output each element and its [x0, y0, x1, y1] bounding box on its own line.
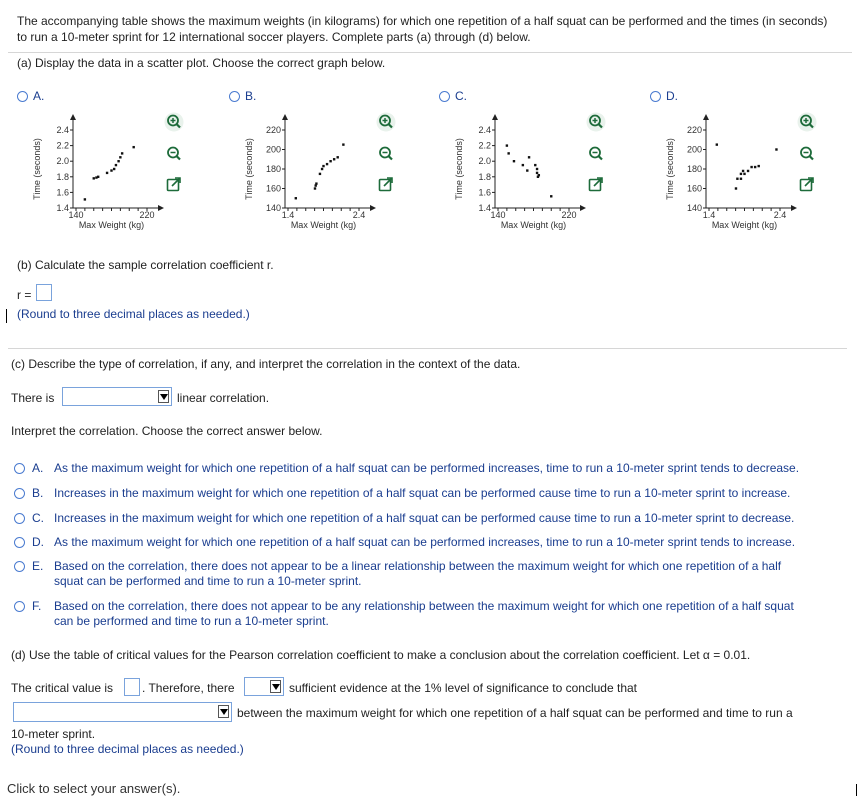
- critical-value-label: The critical value is: [11, 681, 114, 695]
- sufficient-label: sufficient evidence at the 1% level of significance to conclude that: [289, 681, 637, 695]
- part-d-prompt: (d) Use the table of critical values for the Pearson correlation coefficient to make a conclusion about the correlation coefficient. Let α = 0.01.: [11, 648, 751, 662]
- graph-option-letter[interactable]: A.: [33, 89, 45, 103]
- part-b-prompt: (b) Calculate the sample correlation coefficient r.: [17, 258, 274, 272]
- interpretation-radio-c[interactable]: [14, 513, 25, 524]
- x-axis-label: Max Weight (kg): [500, 220, 567, 230]
- y-tick-label: 200: [265, 144, 281, 155]
- y-tick-label: 1.6: [56, 187, 69, 198]
- zoom-in-icon[interactable]: [164, 112, 184, 132]
- y-tick-label: 2.2: [478, 140, 491, 151]
- y-tick-label: 160: [686, 183, 702, 194]
- data-point: [322, 165, 324, 167]
- interpretation-text[interactable]: As the maximum weight for which one repetition of a half squat can be performed increases, time to run a 10-meter sprint tends to increase.: [54, 535, 796, 549]
- y-axis-label: Time (seconds): [244, 138, 254, 200]
- y-axis-label: Time (seconds): [454, 138, 464, 200]
- graph-option-radio-a[interactable]: [17, 91, 28, 102]
- data-point: [106, 172, 108, 174]
- x-tick-label: 140: [68, 210, 84, 220]
- conclusion-dropdown[interactable]: [13, 702, 232, 722]
- x-tick-label: 2.4: [352, 210, 366, 220]
- x-axis-arrow-icon: [580, 205, 586, 211]
- data-point: [775, 148, 777, 150]
- divider: [8, 348, 847, 349]
- part-a-prompt: (a) Display the data in a scatter plot. Choose the correct graph below.: [17, 56, 386, 70]
- data-point: [716, 143, 718, 145]
- y-tick-label: 180: [686, 164, 702, 174]
- interpretation-radio-e[interactable]: [14, 561, 25, 572]
- x-axis-label: Max Weight (kg): [78, 220, 145, 230]
- y-axis-arrow-icon: [492, 114, 498, 120]
- data-point: [735, 187, 737, 189]
- interpretation-radio-f[interactable]: [14, 601, 25, 612]
- therefore-label: . Therefore, there: [142, 681, 235, 695]
- graph-option-radio-c[interactable]: [439, 91, 450, 102]
- data-point: [321, 168, 323, 170]
- data-point: [758, 165, 760, 167]
- between-label: between the maximum weight for which one repetition of a half squat can be performed and time to run a: [237, 706, 793, 720]
- dropdown-arrow-icon: [158, 390, 169, 403]
- data-point: [333, 158, 335, 160]
- interpretation-text-cont[interactable]: can be performed and time to run a 10-meter sprint.: [54, 614, 329, 628]
- graph-option-letter[interactable]: C.: [455, 89, 467, 103]
- y-tick-label: 1.8: [56, 171, 69, 182]
- data-point: [550, 195, 552, 197]
- intro-line-1: The accompanying table shows the maximum weights (in kilograms) for which one repetition of a half squat can be performed and the times (in seconds): [17, 14, 828, 28]
- data-point: [326, 163, 328, 165]
- open-new-window-icon[interactable]: [586, 175, 606, 195]
- data-point: [506, 144, 508, 146]
- part-d-note: (Round to three decimal places as needed.): [11, 742, 244, 756]
- zoom-in-icon[interactable]: [797, 112, 817, 132]
- y-axis-label: Time (seconds): [32, 138, 42, 200]
- intro-line-2: to run a 10-meter sprint for 12 international soccer players. Complete parts (a) through (d) below.: [17, 30, 531, 44]
- dropdown-arrow-icon: [218, 705, 229, 718]
- y-tick-label: 140: [686, 203, 702, 213]
- graph-option-radio-d[interactable]: [650, 91, 661, 102]
- zoom-in-icon[interactable]: [586, 112, 606, 132]
- graph-option-letter[interactable]: D.: [666, 89, 678, 103]
- data-point: [742, 170, 744, 172]
- open-new-window-icon[interactable]: [164, 175, 184, 195]
- open-new-window-icon[interactable]: [376, 175, 396, 195]
- y-tick-label: 200: [686, 144, 702, 155]
- data-point: [743, 173, 745, 175]
- data-point: [337, 156, 339, 158]
- data-point: [513, 160, 515, 162]
- y-tick-label: 220: [686, 125, 702, 135]
- data-point: [342, 143, 344, 145]
- data-point: [750, 166, 752, 168]
- zoom-out-icon[interactable]: [164, 144, 184, 164]
- data-point: [740, 178, 742, 180]
- interpretation-letter[interactable]: C.: [32, 511, 44, 525]
- divider: [8, 52, 852, 53]
- data-point: [97, 176, 99, 178]
- interpretation-text[interactable]: Based on the correlation, there does not appear to be a linear relationship between the maximum weight for which one repetition of a half: [54, 559, 782, 573]
- scatter-plot-b: [235, 108, 385, 238]
- edge-mark: [856, 784, 857, 796]
- y-tick-label: 140: [265, 203, 281, 213]
- zoom-out-icon[interactable]: [797, 144, 817, 164]
- y-tick-label: 220: [265, 125, 281, 135]
- data-point: [314, 187, 316, 189]
- y-axis-arrow-icon: [282, 114, 288, 120]
- x-tick-label: 1.4: [281, 210, 295, 220]
- therefore-dropdown[interactable]: [244, 677, 284, 696]
- x-axis-arrow-icon: [158, 205, 164, 211]
- open-new-window-icon[interactable]: [797, 175, 817, 195]
- scatter-plot-d: [656, 108, 806, 238]
- data-point: [319, 173, 321, 175]
- part-c-prompt: (c) Describe the type of correlation, if any, and interpret the correlation in the context of the data.: [11, 357, 521, 371]
- correlation-type-dropdown[interactable]: [62, 387, 172, 406]
- y-tick-label: 2.0: [56, 156, 69, 167]
- interpretation-letter[interactable]: D.: [32, 535, 44, 549]
- interpretation-text[interactable]: Increases in the maximum weight for which one repetition of a half squat can be performed cause time to run a 10-meter sprint to decrease.: [54, 511, 795, 525]
- graph-option-letter[interactable]: B.: [245, 89, 257, 103]
- y-axis-label: Time (seconds): [665, 138, 675, 200]
- dropdown-arrow-icon: [270, 680, 281, 693]
- graph-option-radio-b[interactable]: [229, 91, 240, 102]
- data-point: [747, 170, 749, 172]
- y-tick-label: 1.4: [478, 203, 491, 213]
- data-point: [315, 182, 317, 184]
- x-tick-label: 220: [561, 210, 577, 220]
- sprint-label: 10-meter sprint.: [11, 727, 96, 741]
- y-axis-arrow-icon: [703, 114, 709, 120]
- interpretation-text[interactable]: As the maximum weight for which one repetition of a half squat can be performed increases, time to run a 10-meter sprint tends to decrease.: [54, 461, 800, 475]
- x-tick-label: 220: [139, 210, 155, 220]
- zoom-out-icon[interactable]: [586, 144, 606, 164]
- linear-correlation-label: linear correlation.: [177, 391, 270, 405]
- data-point: [536, 172, 538, 174]
- y-axis-arrow-icon: [70, 114, 76, 120]
- r-label: r =: [17, 288, 32, 302]
- interpretation-radio-b[interactable]: [14, 488, 25, 499]
- data-point: [121, 152, 123, 154]
- y-tick-label: 1.8: [478, 171, 491, 182]
- interpretation-letter[interactable]: B.: [32, 486, 44, 500]
- x-axis-arrow-icon: [791, 205, 797, 211]
- zoom-out-icon[interactable]: [376, 144, 396, 164]
- y-tick-label: 180: [265, 164, 281, 174]
- x-axis-arrow-icon: [370, 205, 376, 211]
- data-point: [117, 160, 119, 162]
- interpretation-radio-a[interactable]: [14, 463, 25, 474]
- interpretation-letter[interactable]: E.: [32, 559, 44, 573]
- interpretation-letter[interactable]: A.: [32, 461, 44, 475]
- interpretation-text[interactable]: Based on the correlation, there does not appear to be any relationship between the maximum weight for which one repetition of a half squat: [54, 599, 794, 613]
- data-point: [329, 160, 331, 162]
- data-point: [534, 164, 536, 166]
- y-tick-label: 2.4: [478, 125, 491, 135]
- interpret-prompt: Interpret the correlation. Choose the correct answer below.: [11, 424, 323, 438]
- data-point: [736, 178, 738, 180]
- x-axis-label: Max Weight (kg): [290, 220, 357, 230]
- y-tick-label: 1.4: [56, 203, 69, 213]
- data-point: [526, 169, 528, 171]
- r-input[interactable]: [36, 284, 52, 301]
- part-b-note: (Round to three decimal places as needed.): [17, 307, 250, 321]
- data-point: [115, 164, 117, 166]
- y-tick-label: 1.6: [478, 187, 491, 198]
- there-is-label: There is: [11, 391, 55, 405]
- y-tick-label: 2.0: [478, 156, 491, 167]
- data-point: [295, 197, 297, 199]
- data-point: [536, 168, 538, 170]
- data-point: [528, 156, 530, 158]
- data-point: [119, 156, 121, 158]
- data-point: [84, 198, 86, 200]
- zoom-in-icon[interactable]: [376, 112, 396, 132]
- interpretation-letter[interactable]: F.: [32, 599, 42, 613]
- scatter-plot-c: [445, 108, 595, 238]
- data-point: [754, 166, 756, 168]
- x-tick-label: 2.4: [773, 210, 787, 220]
- critical-value-input[interactable]: [124, 678, 140, 696]
- data-point: [740, 173, 742, 175]
- data-point: [110, 169, 112, 171]
- data-point: [132, 146, 134, 148]
- x-tick-label: 140: [490, 210, 506, 220]
- y-tick-label: 160: [265, 183, 281, 194]
- interpretation-text[interactable]: Increases in the maximum weight for which one repetition of a half squat can be performed cause time to run a 10-meter sprint to increase.: [54, 486, 791, 500]
- data-point: [522, 164, 524, 166]
- scatter-plot-a: [23, 108, 173, 238]
- data-point: [93, 177, 95, 179]
- y-tick-label: 2.4: [56, 125, 69, 135]
- click-to-select-text: Click to select your answer(s).: [7, 781, 181, 796]
- data-point: [507, 152, 509, 154]
- interpretation-text-cont[interactable]: squat can be performed and time to run a 10-meter sprint.: [54, 574, 362, 588]
- text-cursor: [6, 309, 7, 323]
- x-axis-label: Max Weight (kg): [711, 220, 778, 230]
- data-point: [113, 168, 115, 170]
- interpretation-radio-d[interactable]: [14, 537, 25, 548]
- data-point: [538, 174, 540, 176]
- y-tick-label: 2.2: [56, 140, 69, 151]
- x-tick-label: 1.4: [702, 210, 716, 220]
